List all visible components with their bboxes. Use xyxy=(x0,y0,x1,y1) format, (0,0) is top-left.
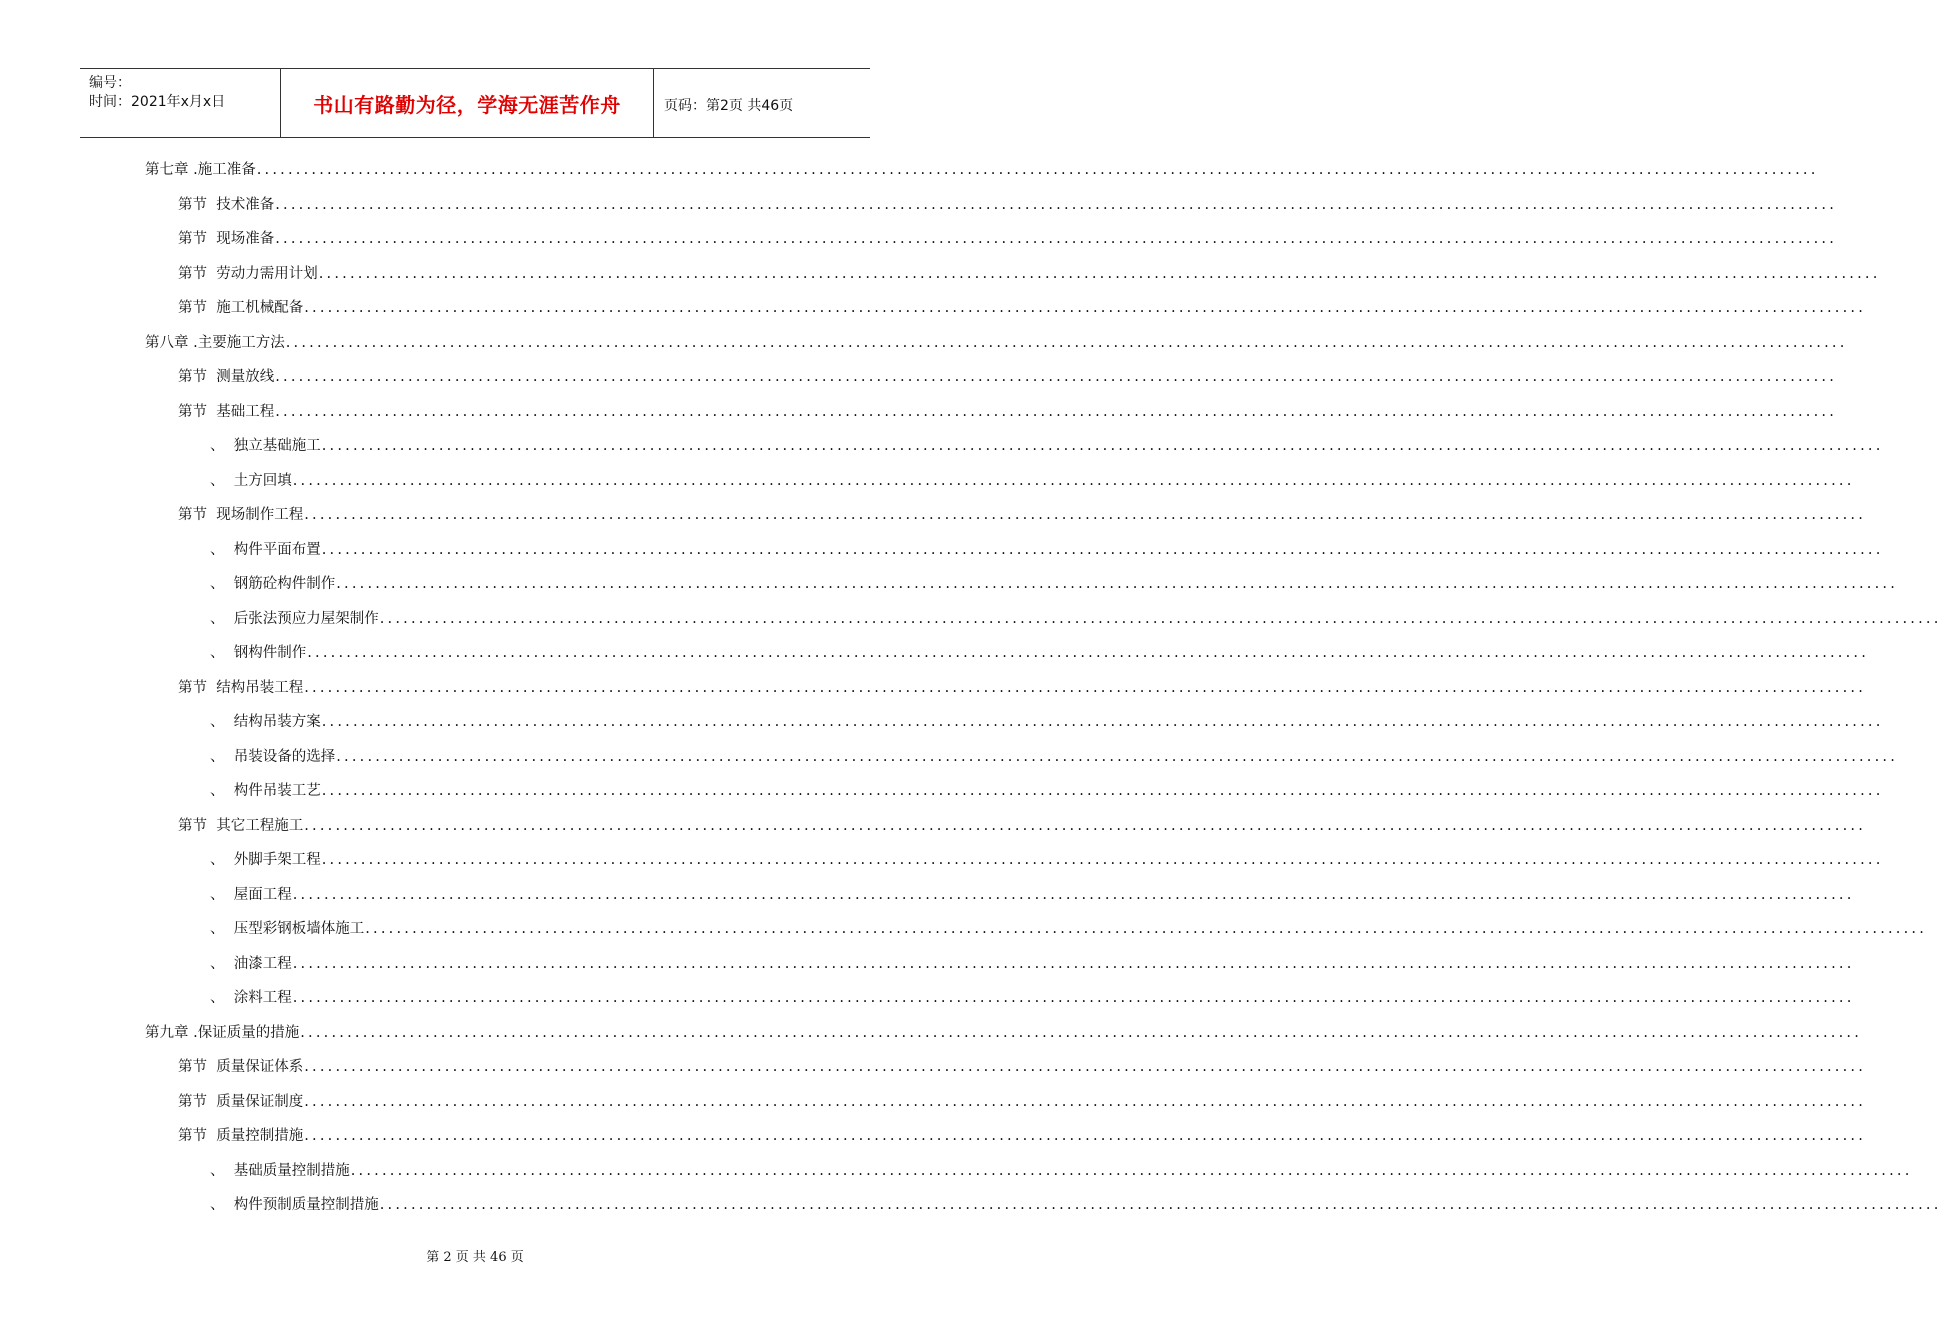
toc-entry-title: 现场准备 xyxy=(216,231,275,247)
toc-row xyxy=(0,463,1855,498)
toc-row xyxy=(0,704,1884,739)
toc-entry-prefix: 、 xyxy=(210,852,234,868)
toc-entry-prefix: 、 xyxy=(210,645,234,661)
toc-row xyxy=(0,877,1855,912)
toc-dot-leader: ........................................................................................................................................................................................................ xyxy=(321,541,1884,558)
toc-entry-prefix: 第七章 . xyxy=(145,162,198,178)
toc-section-entry[interactable] xyxy=(178,298,1867,318)
toc-row xyxy=(0,1187,1942,1222)
header-page-number: 页码：第2页 共46页 xyxy=(664,98,794,114)
toc-dot-leader: ........................................................................................................................................................................................................ xyxy=(321,852,1884,868)
toc-dot-leader: ........................................................................................................................................................................................................ xyxy=(350,1162,1913,1179)
toc-entry-prefix: 、 xyxy=(210,1197,234,1213)
toc-entry-prefix: 第节 xyxy=(178,507,217,523)
toc-subsection-entry[interactable] xyxy=(210,850,1884,870)
toc-dot-leader: ........................................................................................................................................................................................................ xyxy=(304,507,1867,523)
toc-entry-title: 基础质量控制措施 xyxy=(233,1162,350,1179)
toc-subsection-entry[interactable] xyxy=(210,1195,1942,1215)
toc-entry-prefix: 、 xyxy=(210,541,234,558)
toc-row xyxy=(0,773,1884,808)
toc-entry-title: 后张法预应力屋架制作 xyxy=(233,610,379,627)
toc-subsection-entry[interactable] xyxy=(210,988,1855,1008)
toc-row xyxy=(0,290,1867,325)
toc-entry-title: 压型彩钢板墙体施工 xyxy=(233,921,365,937)
toc-entry-title: 涂料工程 xyxy=(233,990,292,1006)
toc-entry-prefix: 第节 xyxy=(178,196,217,213)
toc-row xyxy=(0,739,1899,774)
toc-subsection-entry[interactable] xyxy=(210,712,1884,732)
toc-subsection-entry[interactable] xyxy=(210,1161,1913,1181)
toc-entry-title: 构件平面布置 xyxy=(233,541,321,558)
toc-section-entry[interactable] xyxy=(178,1126,1867,1146)
toc-entry-title: 技术准备 xyxy=(216,196,275,213)
toc-entry-title: 主要施工方法 xyxy=(197,334,285,351)
toc-entry-title: 结构吊装工程 xyxy=(216,679,304,696)
toc-entry-prefix: 第八章 . xyxy=(145,334,198,351)
toc-entry-prefix: 第节 xyxy=(178,679,217,696)
toc-entry-prefix: 、 xyxy=(210,610,234,627)
toc-section-entry[interactable] xyxy=(178,229,1838,249)
toc-entry-prefix: 、 xyxy=(210,748,234,765)
toc-row xyxy=(0,428,1884,463)
toc-section-entry[interactable] xyxy=(178,264,1881,284)
toc-entry-title: 质量控制措施 xyxy=(216,1128,304,1144)
toc-entry-prefix: 、 xyxy=(210,438,234,454)
toc-dot-leader: ........................................................................................................................................................................................................ xyxy=(304,679,1867,696)
toc-dot-leader: ........................................................................................................................................................................................................ xyxy=(300,1024,1863,1041)
toc-row xyxy=(0,1049,1867,1084)
toc-dot-leader: ........................................................................................................................................................................................................ xyxy=(256,162,1819,178)
toc-row xyxy=(0,325,1848,360)
toc-entry-title: 施工准备 xyxy=(197,162,256,178)
toc-entry-title: 钢筋砼构件制作 xyxy=(233,576,336,592)
toc-dot-leader: ........................................................................................................................................................................................................ xyxy=(304,1128,1867,1144)
toc-dot-leader: ........................................................................................................................................................................................................ xyxy=(304,1059,1867,1075)
toc-entry-title: 劳动力需用计划 xyxy=(216,265,318,282)
toc-subsection-entry[interactable] xyxy=(210,919,1928,939)
toc-entry-title: 钢构件制作 xyxy=(233,645,307,661)
toc-row xyxy=(0,187,1838,222)
toc-section-entry[interactable] xyxy=(178,816,1867,836)
toc-section-entry[interactable] xyxy=(178,505,1867,525)
toc-entry-title: 质量保证制度 xyxy=(216,1093,304,1110)
toc-dot-leader: ........................................................................................................................................................................................................ xyxy=(318,265,1881,282)
header-motto: 书山有路勤为径，学海无涯苦作舟 xyxy=(313,92,621,117)
toc-entry-prefix: 第节 xyxy=(178,1128,217,1144)
toc-subsection-entry[interactable] xyxy=(210,643,1870,663)
toc-entry-title: 屋面工程 xyxy=(233,886,292,903)
toc-subsection-entry[interactable] xyxy=(210,574,1899,594)
toc-section-entry[interactable] xyxy=(178,402,1838,422)
toc-dot-leader: ........................................................................................................................................................................................................ xyxy=(275,403,1838,420)
toc-entry-prefix: 第节 xyxy=(178,1093,217,1110)
doc-id-label: 编号： xyxy=(89,75,131,91)
toc-entry-prefix: 、 xyxy=(210,921,234,937)
toc-entry-title: 外脚手架工程 xyxy=(233,852,321,868)
toc-entry-title: 测量放线 xyxy=(216,369,275,385)
toc-entry-title: 构件吊装工艺 xyxy=(233,783,321,799)
toc-section-entry[interactable] xyxy=(178,195,1838,215)
toc-entry-prefix: 第节 xyxy=(178,817,217,834)
toc-dot-leader: ........................................................................................................................................................................................................ xyxy=(292,472,1855,489)
page-header xyxy=(80,68,870,138)
toc-section-entry[interactable] xyxy=(178,1057,1867,1077)
toc-chapter-entry[interactable] xyxy=(145,1023,1863,1043)
toc-dot-leader: ........................................................................................................................................................................................................ xyxy=(336,748,1899,765)
toc-entry-prefix: 第节 xyxy=(178,1059,217,1075)
toc-entry-prefix: 、 xyxy=(210,714,234,730)
toc-dot-leader: ........................................................................................................................................................................................................ xyxy=(336,576,1899,592)
toc-entry-title: 油漆工程 xyxy=(233,955,292,972)
toc-row xyxy=(0,1015,1863,1050)
toc-dot-leader: ........................................................................................................................................................................................................ xyxy=(292,990,1855,1006)
toc-subsection-entry[interactable] xyxy=(210,747,1899,767)
toc-subsection-entry[interactable] xyxy=(210,609,1942,629)
toc-dot-leader: ........................................................................................................................................................................................................ xyxy=(275,196,1838,213)
toc-entry-prefix: 、 xyxy=(210,990,234,1006)
toc-dot-leader: ........................................................................................................................................................................................................ xyxy=(304,817,1867,834)
page-footer: 第 2 页 共 46 页 xyxy=(426,1250,524,1265)
toc-entry-title: 结构吊装方案 xyxy=(233,714,321,730)
toc-row xyxy=(0,1153,1913,1188)
toc-row xyxy=(0,946,1855,981)
toc-entry-prefix: 、 xyxy=(210,472,234,489)
toc-dot-leader: ........................................................................................................................................................................................................ xyxy=(285,334,1848,351)
toc-entry-title: 施工机械配备 xyxy=(216,300,304,316)
header-info-cell xyxy=(80,69,281,137)
toc-dot-leader: ........................................................................................................................................................................................................ xyxy=(379,610,1942,627)
toc-dot-leader: ........................................................................................................................................................................................................ xyxy=(275,369,1838,385)
toc-row xyxy=(0,394,1838,429)
toc-row xyxy=(0,808,1867,843)
toc-row xyxy=(0,221,1838,256)
toc-row xyxy=(0,911,1928,946)
toc-dot-leader: ........................................................................................................................................................................................................ xyxy=(321,438,1884,454)
toc-entry-title: 基础工程 xyxy=(216,403,275,420)
toc-row xyxy=(0,1084,1867,1119)
toc-row xyxy=(0,635,1870,670)
toc-entry-prefix: 第节 xyxy=(178,231,217,247)
toc-subsection-entry[interactable] xyxy=(210,471,1855,491)
toc-entry-prefix: 第九章 . xyxy=(145,1024,198,1041)
toc-entry-title: 土方回填 xyxy=(233,472,292,489)
toc-section-entry[interactable] xyxy=(178,367,1838,387)
toc-dot-leader: ........................................................................................................................................................................................................ xyxy=(292,886,1855,903)
toc-dot-leader: ........................................................................................................................................................................................................ xyxy=(304,1093,1867,1110)
toc-dot-leader: ........................................................................................................................................................................................................ xyxy=(321,783,1884,799)
toc-entry-title: 构件预制质量控制措施 xyxy=(233,1197,379,1213)
toc-subsection-entry[interactable] xyxy=(210,540,1884,560)
toc-entry-title: 吊装设备的选择 xyxy=(233,748,336,765)
toc-subsection-entry[interactable] xyxy=(210,954,1855,974)
toc-dot-leader: ........................................................................................................................................................................................................ xyxy=(321,714,1884,730)
toc-entry-prefix: 、 xyxy=(210,955,234,972)
toc-row xyxy=(0,601,1942,636)
toc-row xyxy=(0,842,1884,877)
toc-section-entry[interactable] xyxy=(178,678,1867,698)
toc-row xyxy=(0,980,1855,1015)
toc-row xyxy=(0,359,1838,394)
header-page-cell xyxy=(654,69,870,137)
toc-row xyxy=(0,670,1867,705)
toc-dot-leader: ........................................................................................................................................................................................................ xyxy=(365,921,1928,937)
toc-subsection-entry[interactable] xyxy=(210,781,1884,801)
toc-chapter-entry[interactable] xyxy=(145,333,1848,353)
toc-dot-leader: ........................................................................................................................................................................................................ xyxy=(379,1197,1942,1213)
toc-entry-title: 现场制作工程 xyxy=(216,507,304,523)
toc-entry-prefix: 、 xyxy=(210,886,234,903)
toc-subsection-entry[interactable] xyxy=(210,885,1855,905)
toc-row xyxy=(0,497,1867,532)
toc-row xyxy=(0,1118,1867,1153)
toc-entry-prefix: 第节 xyxy=(178,300,217,316)
toc-entry-prefix: 、 xyxy=(210,576,234,592)
toc-dot-leader: ........................................................................................................................................................................................................ xyxy=(275,231,1838,247)
toc-dot-leader: ........................................................................................................................................................................................................ xyxy=(292,955,1855,972)
toc-section-entry[interactable] xyxy=(178,1092,1867,1112)
toc-chapter-entry[interactable] xyxy=(145,160,1819,180)
header-motto-cell xyxy=(281,69,654,137)
toc-entry-prefix: 第节 xyxy=(178,369,217,385)
toc-entry-prefix: 、 xyxy=(210,783,234,799)
toc-entry-prefix: 第节 xyxy=(178,265,217,282)
table-of-contents xyxy=(0,152,1942,1222)
toc-row xyxy=(0,256,1881,291)
toc-entry-title: 其它工程施工 xyxy=(216,817,304,834)
toc-entry-prefix: 第节 xyxy=(178,403,217,420)
toc-entry-title: 独立基础施工 xyxy=(233,438,321,454)
toc-dot-leader: ........................................................................................................................................................................................................ xyxy=(307,645,1870,661)
toc-subsection-entry[interactable] xyxy=(210,436,1884,456)
toc-row xyxy=(0,532,1884,567)
toc-dot-leader: ........................................................................................................................................................................................................ xyxy=(304,300,1867,316)
toc-entry-prefix: 、 xyxy=(210,1162,234,1179)
toc-entry-title: 质量保证体系 xyxy=(216,1059,304,1075)
toc-row xyxy=(0,566,1899,601)
toc-row xyxy=(0,152,1819,187)
doc-time-label: 时间：2021年x月x日 xyxy=(89,94,226,110)
toc-entry-title: 保证质量的措施 xyxy=(197,1024,300,1041)
